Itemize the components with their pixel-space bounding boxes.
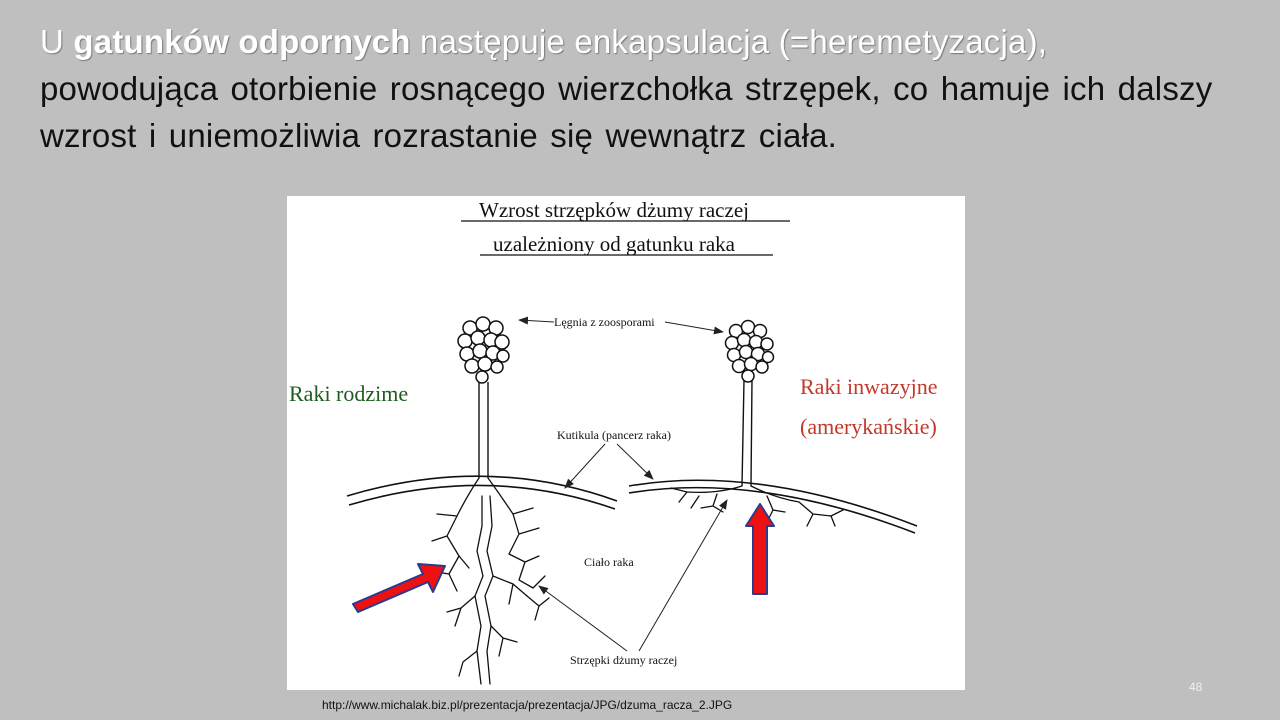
slide-headline — [40, 18, 1240, 159]
sporangium-right — [726, 321, 774, 383]
crayfish-plague-diagram — [287, 196, 965, 690]
red-arrow-left — [353, 564, 445, 612]
pointer-cuticle-left — [565, 444, 605, 488]
source-url: http://www.michalak.biz.pl/prezentacja/prezentacja/JPG/dzuma_racza_2.JPG — [322, 698, 733, 712]
pointer-sporangium-right — [665, 322, 723, 332]
label-hyphae: Strzępki dżumy raczej — [570, 653, 678, 667]
label-invasive-line1: Raki inwazyjne — [800, 374, 938, 399]
sporangium-left — [458, 317, 509, 383]
headline-continuation: powodująca otorbienie rosnącego wierzchołka strzępek, co hamuje ich dalszy wzrost i uniemożliwia rozrastanie się wewnątrz ciała. — [40, 70, 1213, 154]
label-sporangium: Lęgnia z zoosporami — [554, 315, 655, 329]
hypha-stalk-right — [742, 380, 752, 486]
headline-bold-term: gatunków odpornych — [73, 23, 411, 60]
label-native-crayfish: Raki rodzime — [289, 381, 409, 406]
diagram-title-line2: uzależniony od gatunku raka — [493, 232, 735, 256]
headline-part1-plain: U — [40, 23, 74, 60]
pointer-sporangium-left — [519, 320, 554, 322]
label-cuticle: Kutikula (pancerz raka) — [557, 428, 671, 442]
pointer-hyphae-left — [539, 586, 627, 651]
label-crayfish-body: Ciało raka — [584, 555, 634, 569]
page-number: 48 — [1189, 680, 1203, 694]
hyphae-network-left — [432, 478, 549, 684]
label-invasive-line2: (amerykańskie) — [800, 414, 937, 439]
pointer-cuticle-right — [617, 444, 653, 479]
hypha-stalk-left — [479, 382, 488, 478]
diagram-svg — [287, 196, 965, 690]
diagram-title-line1: Wzrost strzępków dżumy raczej — [479, 198, 749, 222]
headline-part1-rest: następuje enkapsulacja (=heremetyzacja), — [410, 23, 1048, 60]
headline-highlight — [40, 23, 1047, 60]
pointer-hyphae-right — [639, 500, 727, 651]
